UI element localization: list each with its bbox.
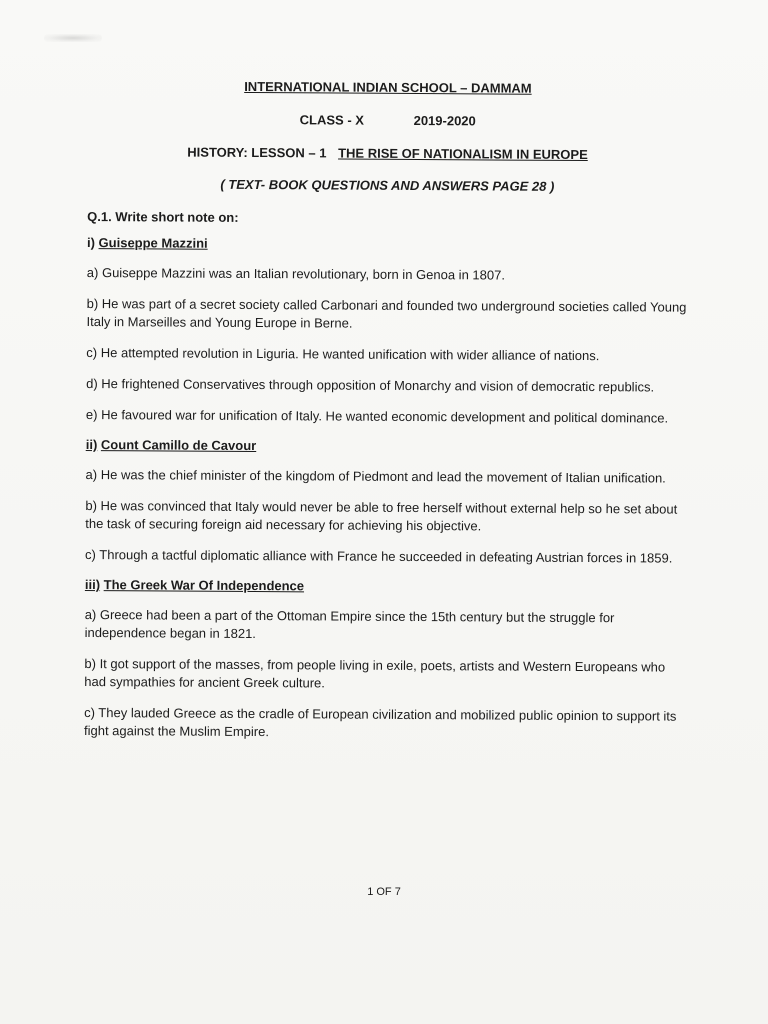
paragraph: a) Guiseppe Mazzini was an Italian revolutionary, born in Genoa in 1807. xyxy=(86,264,506,283)
paragraph: b) He was convinced that Italy would never be able to free herself without external help so he set about the task of securing foreign aid necessary for achieving his objective. xyxy=(85,497,678,534)
lesson-label: HISTORY: LESSON – 1 xyxy=(187,144,327,161)
section-prefix: i) xyxy=(86,234,95,251)
section-prefix: iii) xyxy=(84,576,101,593)
section-heading-cavour xyxy=(86,437,686,456)
section-heading-greek-war xyxy=(85,577,685,596)
school-title: INTERNATIONAL INDIAN SCHOOL – DAMMAM xyxy=(244,78,532,96)
lesson-line xyxy=(88,144,688,163)
paragraph: b) It got support of the masses, from people living in exile, poets, artists and Western Europeans who had sympathies for ancient Greek culture. xyxy=(84,655,666,691)
paragraph: a) Greece had been a part of the Ottoman Empire since the 15th century but the struggle for independence began in 1821. xyxy=(84,606,615,642)
paragraph: a) He was the chief minister of the kingdom of Piedmont and lead the movement of Italian unification. xyxy=(85,466,666,486)
document-content xyxy=(84,78,688,756)
section-heading-mazzini xyxy=(87,235,687,254)
section-title: The Greek War Of Independence xyxy=(103,577,305,594)
page-number: 1 OF 7 xyxy=(367,886,401,898)
paragraph: e) He favoured war for unification of Italy. He wanted economic development and political dominance. xyxy=(85,406,669,426)
lesson-topic: THE RISE OF NATIONALISM IN EUROPE xyxy=(338,145,588,163)
paragraph: b) He was part of a secret society called Carbonari and founded two underground societies called Young Italy in Marseilles and Young Europe in Berne. xyxy=(86,295,687,331)
paragraph: c) He attempted revolution in Liguria. He wanted unification with wider alliance of nations. xyxy=(86,344,600,364)
paragraph: c) Through a tactful diplomatic alliance with France he succeeded in defeating Austrian forces in 1859. xyxy=(85,546,673,566)
academic-year: 2019-2020 xyxy=(413,112,476,129)
subtitle: ( TEXT- BOOK QUESTIONS AND ANSWERS PAGE 28 ) xyxy=(220,176,555,194)
scan-smudge xyxy=(44,34,102,42)
section-title: Count Camillo de Cavour xyxy=(100,437,257,454)
paragraph: c) They lauded Greece as the cradle of European civilization and mobilized public opinion to support its fight against the Muslim Empire. xyxy=(83,704,677,740)
question-line: Q.1. Write short note on: xyxy=(87,208,239,225)
class-label: CLASS - X xyxy=(299,112,365,128)
section-title: Guiseppe Mazzini xyxy=(98,235,208,251)
class-line xyxy=(88,111,688,130)
paragraph: d) He frightened Conservatives through opposition of Monarchy and vision of democratic republics. xyxy=(86,375,655,395)
section-prefix: ii) xyxy=(85,436,98,453)
